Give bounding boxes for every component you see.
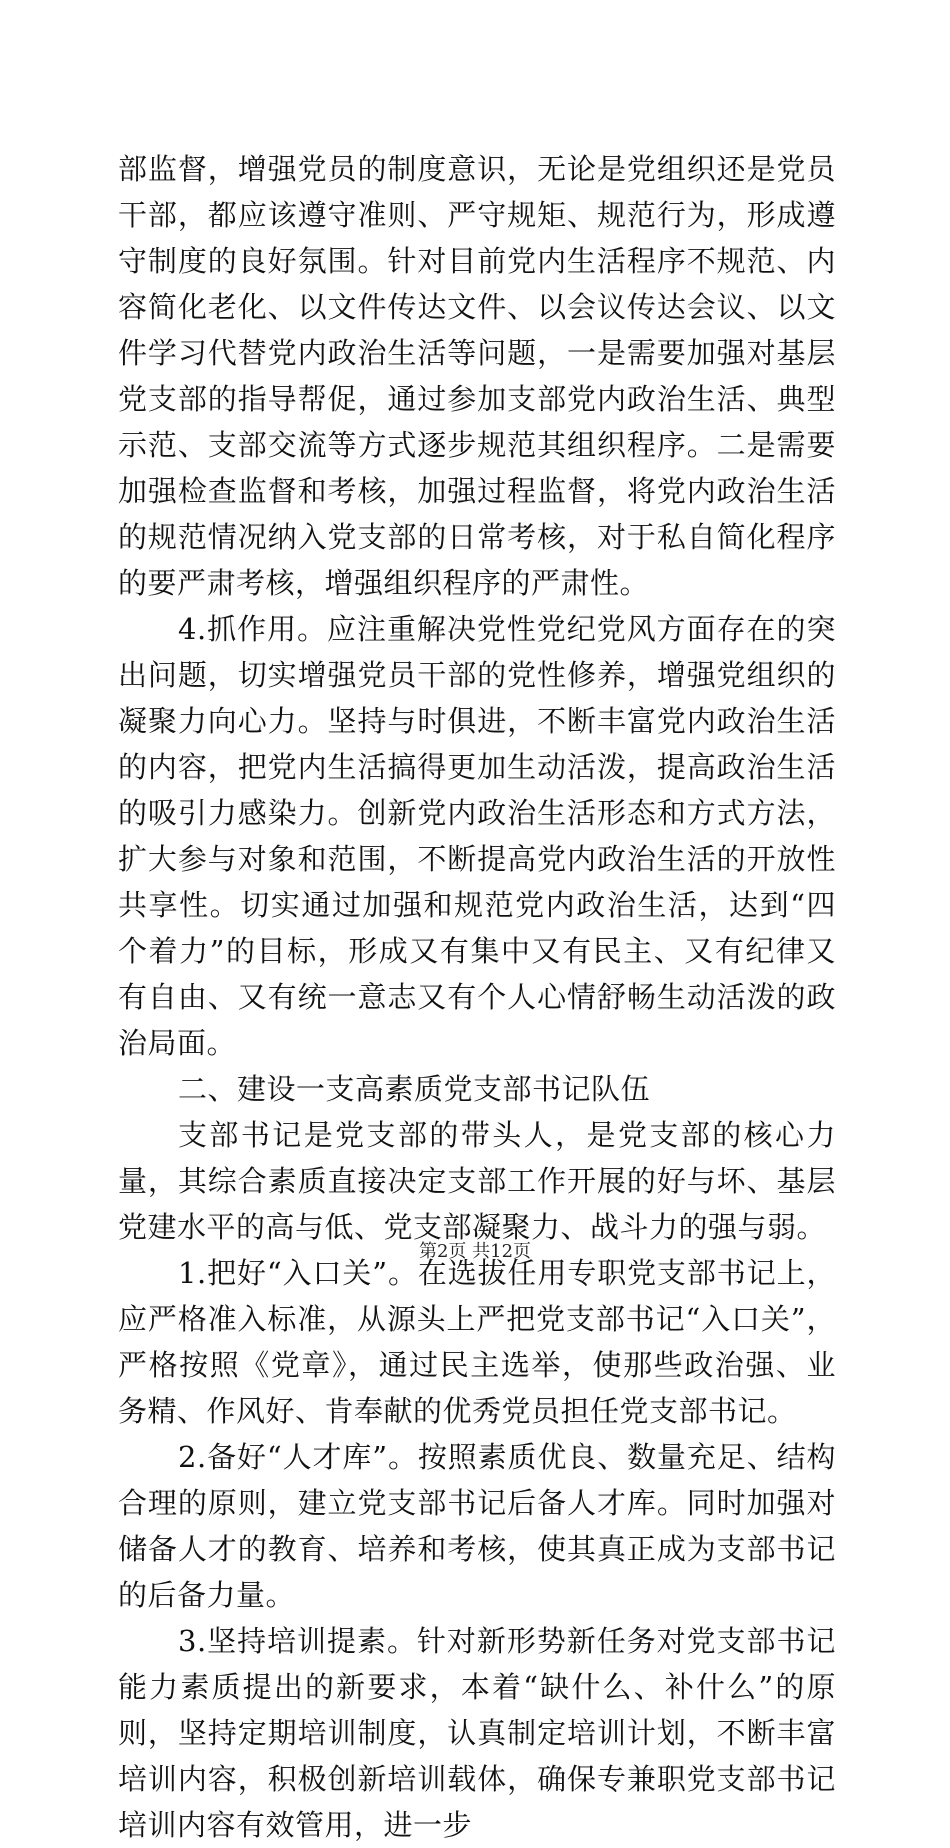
paragraph-continuation: 部监督，增强党员的制度意识，无论是党组织还是党员干部，都应该遵守准则、严守规矩、规范行为，形成遵守制度的良好氛围。针对目前党内生活程序不规范、内容简化老化、以文件传达文件、以会议传达会议、以文件学习代替党内政治生活等问题，一是需要加强对基层党支部的指导帮促，通过参加支部党内政治生活、典型示范、支部交流等方式逐步规范其组织程序。二是需要加强检查监督和考核，加强过程监督，将党内政治生活的规范情况纳入党支部的日常考核，对于私自简化程序的要严肃考核，增强组织程序的严肃性。	[118, 152, 836, 600]
section-heading: 二、建设一支高素质党支部书记队伍	[178, 1072, 651, 1106]
paragraph-intro: 支部书记是党支部的带头人，是党支部的核心力量，其综合素质直接决定支部工作开展的好与坏、基层党建水平的高与低、党支部凝聚力、战斗力的强与弱。	[118, 1118, 836, 1244]
paragraph-item-4: 4.抓作用。应注重解决党性党纪党风方面存在的突出问题，切实增强党员干部的党性修养，增强党组织的凝聚力向心力。坚持与时俱进，不断丰富党内政治生活的内容，把党内生活搞得更加生动活泼，提高政治生活的吸引力感染力。创新党内政治生活形态和方式方法，扩大参与对象和范围，不断提高党内政治生活的开放性共享性。切实通过加强和规范党内政治生活，达到“四个着力”的目标，形成又有集中又有民主、又有纪律又有自由、又有统一意志又有个人心情舒畅生动活泼的政治局面。	[118, 612, 836, 1060]
paragraph-item-2: 2.备好“人才库”。按照素质优良、数量充足、结构合理的原则，建立党支部书记后备人才库。同时加强对储备人才的教育、培养和考核，使其真正成为支部书记的后备力量。	[118, 1440, 836, 1612]
page-number: 第2页 共12页	[418, 1241, 532, 1262]
document-body	[118, 146, 836, 1848]
paragraph-item-1: 1.把好“入口关”。在选拔任用专职党支部书记上，应严格准入标准，从源头上严把党支部书记“入口关”，严格按照《党章》，通过民主选举，使那些政治强、业务精、作风好、肯奉献的优秀党员担任党支部书记。	[118, 1256, 836, 1428]
paragraph-item-3: 3.坚持培训提素。针对新形势新任务对党支部书记能力素质提出的新要求，本着“缺什么、补什么”的原则，坚持定期培训制度，认真制定培训计划，不断丰富培训内容，积极创新培训载体，确保专兼职党支部书记培训内容有效管用，进一步	[118, 1624, 836, 1842]
